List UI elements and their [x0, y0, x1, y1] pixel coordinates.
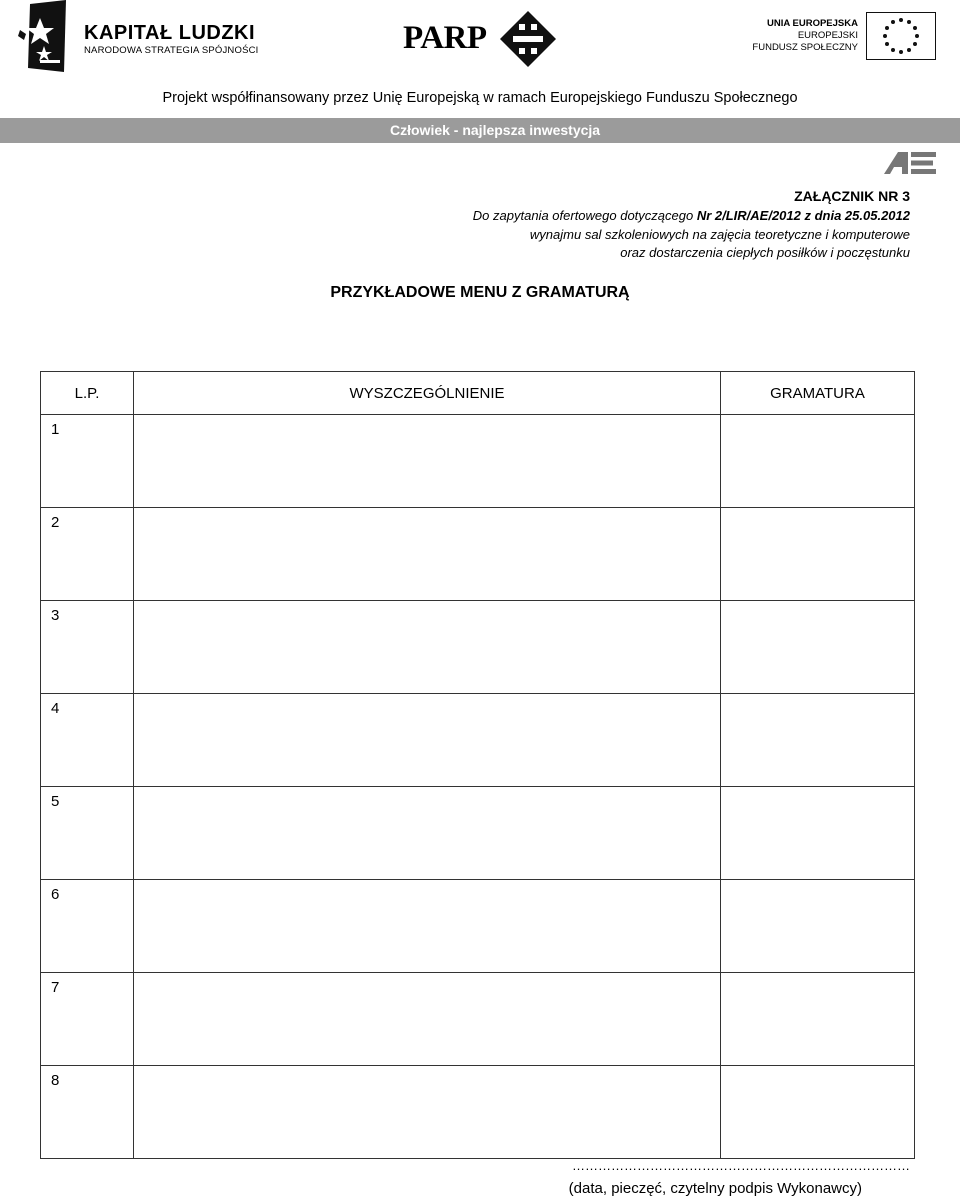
table-row: [41, 601, 915, 694]
row-number: 5: [41, 787, 134, 880]
weight-cell[interactable]: [721, 415, 915, 508]
table-row: [41, 1066, 915, 1159]
description-cell[interactable]: [134, 973, 721, 1066]
weight-cell[interactable]: [721, 1066, 915, 1159]
banner-text: Człowiek - najlepsza inwestycja: [390, 122, 601, 138]
table-row: [41, 787, 915, 880]
weight-cell[interactable]: [721, 973, 915, 1066]
eu-line3: FUNDUSZ SPOŁECZNY: [752, 42, 858, 53]
description-cell[interactable]: [134, 415, 721, 508]
annex-line-2: wynajmu sal szkoleniowych na zajęcia teoretyczne i komputerowe: [529, 227, 910, 242]
parp-logo: [403, 8, 563, 68]
kapital-ludzki-subtitle: NARODOWA STRATEGIA SPÓJNOŚCI: [84, 45, 259, 56]
row-number: 3: [41, 601, 134, 694]
signature-line: ……………………………………………………………………: [572, 1158, 910, 1173]
column-header-description: WYSZCZEGÓLNIENIE: [134, 372, 721, 415]
row-number: 7: [41, 973, 134, 1066]
kapital-ludzki-logo: [14, 0, 259, 74]
eu-text: [752, 18, 858, 54]
description-cell[interactable]: [134, 880, 721, 973]
eu-line1: UNIA EUROPEJSKA: [767, 18, 858, 29]
weight-cell[interactable]: [721, 787, 915, 880]
row-number: 4: [41, 694, 134, 787]
document-title-text: PRZYKŁADOWE MENU Z GRAMATURĄ: [330, 284, 630, 301]
annex-reference: [473, 208, 910, 223]
eu-flag-icon: [866, 12, 936, 60]
row-number: 2: [41, 508, 134, 601]
parp-diamond-icon: [499, 10, 557, 68]
weight-cell[interactable]: [721, 880, 915, 973]
annex-ref-prefix: Do zapytania ofertowego dotyczącego: [472, 208, 697, 223]
column-header-lp: L.P.: [41, 372, 134, 415]
description-cell[interactable]: [134, 601, 721, 694]
menu-table: [40, 371, 915, 1159]
parp-wordmark: PARP: [403, 20, 487, 56]
table-row: [41, 880, 915, 973]
kapital-ludzki-star-icon: [14, 0, 70, 74]
annex-ref-number: Nr 2/LIR/AE/2012 z dnia 25.05.2012: [696, 208, 910, 223]
kapital-ludzki-title: KAPITAŁ LUDZKI: [84, 22, 256, 44]
row-number: 1: [41, 415, 134, 508]
description-cell[interactable]: [134, 694, 721, 787]
table-row: [41, 415, 915, 508]
table-header-row: [41, 372, 915, 415]
description-cell[interactable]: [134, 508, 721, 601]
annex-title: ZAŁĄCZNIK NR 3: [794, 188, 910, 204]
description-cell[interactable]: [134, 1066, 721, 1159]
table-row: [41, 973, 915, 1066]
row-number: 6: [41, 880, 134, 973]
eu-line2: EUROPEJSKI: [797, 30, 858, 41]
table-row: [41, 694, 915, 787]
document-title: [0, 284, 960, 302]
signature-caption: (data, pieczęć, czytelny podpis Wykonawcy): [568, 1180, 862, 1197]
row-number: 8: [41, 1066, 134, 1159]
cofinance-note: Projekt współfinansowany przez Unię Europejską w ramach Europejskiego Funduszu Społecznego: [162, 90, 798, 106]
column-header-weight: GRAMATURA: [721, 372, 915, 415]
weight-cell[interactable]: [721, 601, 915, 694]
description-cell[interactable]: [134, 787, 721, 880]
weight-cell[interactable]: [721, 508, 915, 601]
annex-line-3: oraz dostarczenia ciepłych posiłków i poczęstunku: [620, 245, 910, 260]
weight-cell[interactable]: [721, 694, 915, 787]
ae-logo-icon: [884, 152, 936, 174]
banner-bar: [0, 118, 960, 143]
eu-logo: [752, 10, 940, 66]
table-row: [41, 508, 915, 601]
